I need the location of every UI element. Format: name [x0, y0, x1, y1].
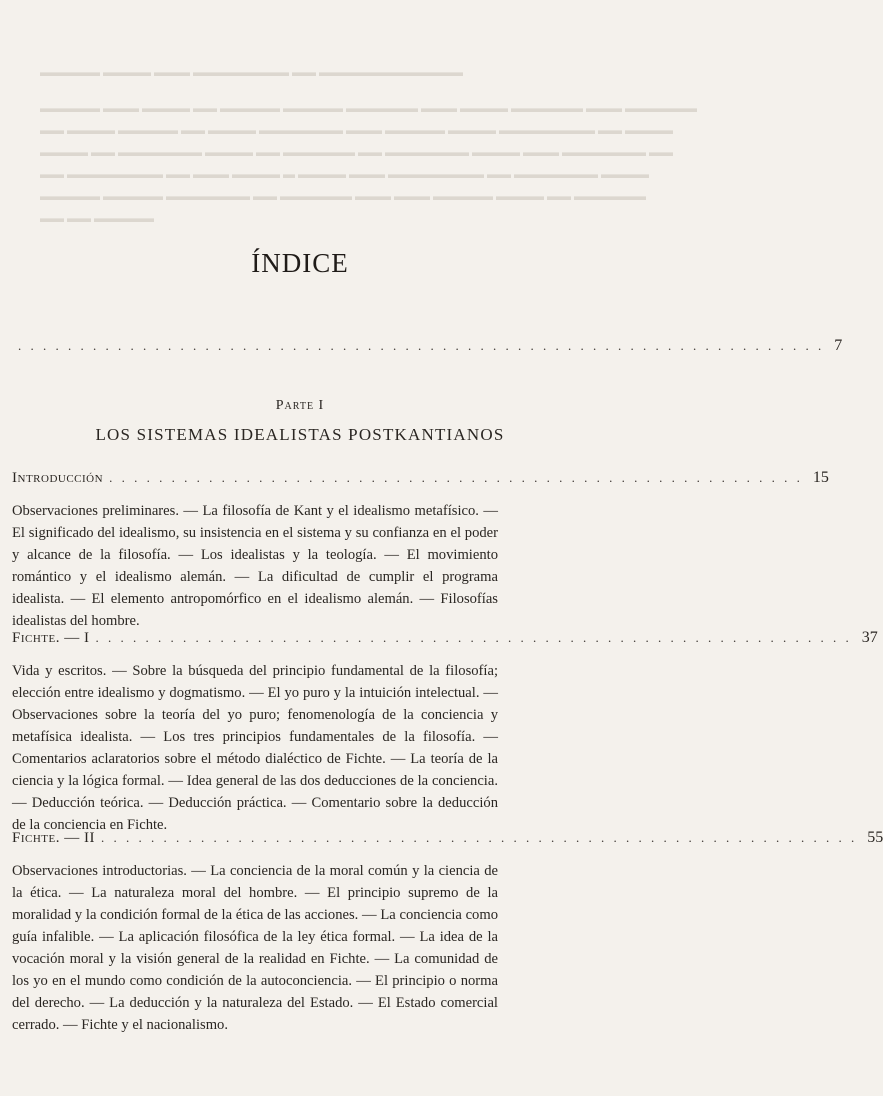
toc-row-preface[interactable]	[12, 337, 843, 359]
toc-row-fichte-2[interactable]	[12, 829, 883, 851]
toc-page-number: 7	[834, 337, 843, 354]
page-title: ÍNDICE	[251, 248, 349, 278]
part-label: Parte I	[275, 398, 325, 413]
toc-leader-dots: . . . . . . . . . . . . . . . . . . . . . . . . . . . . . . . . . . . . . . . . . . . . . . . . . . . . . . . . . . . . . . . . .	[18, 338, 825, 353]
show-through-texture: ▬▬▬▬▬ ▬▬▬▬ ▬▬▬ ▬▬▬▬▬▬▬▬ ▬▬ ▬▬▬▬▬▬▬▬▬▬▬▬ ▬▬▬▬▬ ▬▬▬ ▬▬▬▬ ▬▬ ▬▬▬▬▬ ▬▬▬▬▬ ▬▬▬▬▬▬ ▬▬▬ ▬▬▬▬ ▬▬▬▬▬▬ ▬▬▬ ▬▬▬▬▬▬ ▬▬ ▬▬▬▬ ▬▬▬▬▬ ▬▬ ▬▬▬▬ ▬▬▬▬▬▬▬ ▬▬▬ ▬▬▬▬▬ ▬▬▬▬ ▬▬▬▬▬▬▬▬ ▬▬ ▬▬▬▬ ▬▬▬▬ ▬▬ ▬▬▬▬▬▬▬ ▬▬▬▬ ▬▬ ▬▬▬▬▬▬ ▬▬ ▬▬▬▬▬▬▬ ▬▬▬▬ ▬▬▬ ▬▬▬▬▬▬▬ ▬▬ ▬▬ ▬▬▬▬▬▬▬▬ ▬▬ ▬▬▬ ▬▬▬▬ ▬ ▬▬▬▬ ▬▬▬ ▬▬▬▬▬▬▬▬ ▬▬ ▬▬▬▬▬▬▬ ▬▬▬▬ ▬▬▬▬▬ ▬▬▬▬▬ ▬▬▬▬▬▬▬ ▬▬ ▬▬▬▬▬▬ ▬▬▬ ▬▬▬ ▬▬▬▬▬ ▬▬▬▬ ▬▬ ▬▬▬▬▬▬ ▬▬ ▬▬ ▬▬▬▬▬	[40, 65, 697, 225]
toc-leader-dots: . . . . . . . . . . . . . . . . . . . . . . . . . . . . . . . . . . . . . . . . . . . . . . . . . . . . . . . .	[109, 470, 803, 485]
section-summary: Observaciones introductorias. — La conciencia de la moral común y la ciencia de la ética. — La naturaleza moral del hombre. — El principio supremo de la moralidad y la condición formal de la ética de las acciones. — La conciencia como guía infalible. — La aplicación filosófica de la ley ética formal. — La idea de la vocación moral y la visión general de la realidad en Fichte. — La comunidad de los yo en el mundo como condición de la autoconciencia. — El principio o norma del derecho. — La deducción y la naturaleza del Estado. — El Estado comercial cerrado. — Fichte y el nacionalismo.	[12, 863, 498, 1033]
toc-label: Introducción	[12, 470, 104, 486]
part-title: LOS SISTEMAS IDEALISTAS POSTKANTIANOS	[95, 425, 505, 444]
toc-leader-dots: . . . . . . . . . . . . . . . . . . . . . . . . . . . . . . . . . . . . . . . . . . . . . . . . . . . . . . . . . . . . .	[95, 630, 852, 645]
section-summary: Observaciones preliminares. — La filosofía de Kant y el idealismo metafísico. — El significado del idealismo, su insistencia en el sistema y su confianza en el poder y alcance de la filosofía. — Los idealistas y la teología. — El movimiento romántico y el idealismo alemán. — La dificultad de cumplir el programa idealista. — El elemento antropomórfico en el idealismo alemán. — Filosofías idealistas del hombre.	[12, 503, 498, 629]
toc-leader-dots: . . . . . . . . . . . . . . . . . . . . . . . . . . . . . . . . . . . . . . . . . . . . . . . . . . . . . . . . . . . . .	[100, 830, 858, 845]
toc-label: Fichte. — I	[12, 630, 90, 646]
toc-row-fichte-1[interactable]	[12, 629, 878, 651]
toc-page-number: 15	[812, 469, 829, 486]
toc-row-introduccion[interactable]	[12, 469, 829, 491]
toc-page-number: 37	[861, 629, 878, 646]
section-summary: Vida y escritos. — Sobre la búsqueda del principio fundamental de la filosofía; elección entre idealismo y dogmatismo. — El yo puro y la intuición intelectual. — Observaciones sobre la teoría del yo puro; fenomenología de la conciencia y metafísica idealista. — Los tres principios fundamentales de la filosofía. — Comentarios aclaratorios sobre el método dialéctico de Fichte. — La teoría de la ciencia y la lógica formal. — Idea general de las dos deducciones de la conciencia. — Deducción teórica. — Deducción práctica. — Comentario sobre la deducción de la conciencia en Fichte.	[12, 663, 498, 833]
toc-page-number: 55	[867, 829, 883, 846]
toc-label: Fichte. — II	[12, 830, 95, 846]
